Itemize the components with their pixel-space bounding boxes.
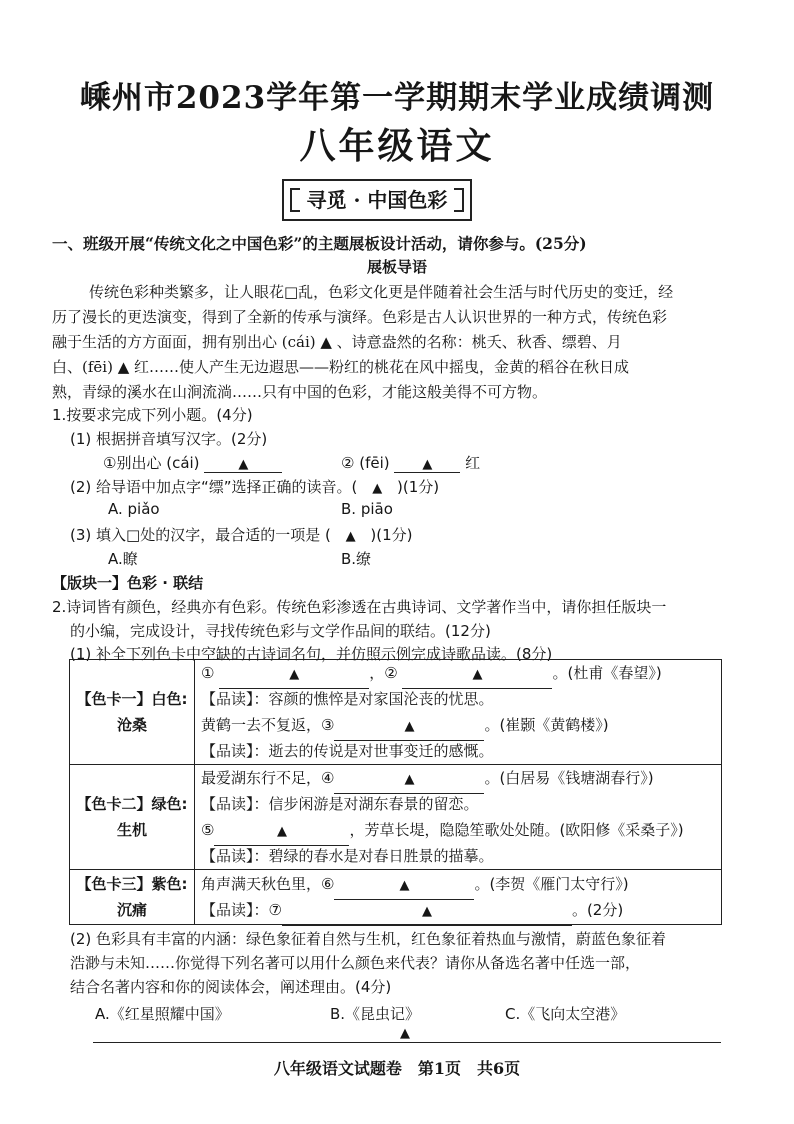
card2-body — [195, 765, 722, 870]
triangle-icon: ▲ — [345, 529, 356, 544]
card1-r1-a: ① — [201, 664, 215, 682]
guide-line-5: 熟，青绿的溪水在山涧流淌……只有中国的色彩，才能这般美得不可方物。 — [52, 383, 548, 401]
q1-sub3 — [70, 524, 412, 545]
triangle-icon: ▲ — [404, 719, 415, 734]
theme-banner — [282, 179, 472, 221]
book-option-c[interactable]: C.《飞向太空港》 — [505, 1005, 626, 1023]
card2-line-1 — [201, 765, 715, 791]
color-card-3 — [70, 870, 722, 925]
card1-body — [195, 660, 722, 765]
triangle-icon: ▲ — [422, 457, 433, 472]
q1-sub3-tail: )(1分) — [370, 526, 413, 544]
triangle-icon: ▲ — [399, 878, 410, 893]
answer-triangle-icon: ▲ — [400, 1026, 410, 1041]
card2-r3-a: ⑤ — [201, 821, 215, 839]
banner-text: 寻觅 · 中国色彩 — [306, 188, 448, 212]
guide-line-1: 传统色彩种类繁多，让人眼花□乱，色彩文化更是伴随着社会生活与时代历史的变迁，经 — [89, 283, 674, 301]
card3-body — [195, 870, 722, 925]
poem-blank-6[interactable] — [334, 871, 474, 900]
card1-r3-c: 。(崔颢《黄鹤楼》) — [484, 716, 609, 734]
guide-line-3: 融于生活的方方面面，拥有别出心 (cái) ▲ 、诗意盎然的名称：桃夭、秋香、缥碧、月 — [52, 333, 622, 351]
q1-sub3-option-a[interactable]: A.瞭 — [108, 550, 138, 568]
card2-r3-c: ，芳草长堤，隐隐笙歌处处随。(欧阳修《采桑子》) — [349, 821, 684, 839]
color-card-table — [69, 659, 722, 925]
card1-line-1 — [201, 660, 715, 686]
card1-r3-a: 黄鹤一去不复返，③ — [201, 716, 335, 734]
q1-sub1: (1) 根据拼音填写汉字。(2分) — [70, 430, 268, 448]
guide-title: 展板导语 — [366, 258, 427, 276]
q1-sub2 — [70, 476, 439, 497]
exam-subtitle: 八年级语文 — [299, 125, 495, 167]
card1-label-color: 【色卡一】白色: — [76, 690, 188, 708]
q1-sub1-b — [341, 452, 480, 473]
guide-line-4: 白、(fēi) ▲ 红……使人产生无边遐思——粉红的桃花在风中摇曳，金黄的稻谷在秋日成 — [52, 358, 630, 376]
card2-label-color: 【色卡二】绿色: — [76, 795, 188, 813]
answer-blank-2[interactable] — [394, 454, 460, 473]
card1-r1-b: ，② — [369, 664, 398, 682]
card1-label-theme: 沧桑 — [116, 716, 147, 734]
triangle-icon: ▲ — [404, 772, 415, 787]
card3-line-2 — [201, 897, 715, 923]
card3-label — [70, 870, 195, 925]
book-option-b[interactable]: B.《昆虫记》 — [330, 1005, 421, 1023]
q2-sub1: (1) 补全下列色卡中空缺的古诗词名句，并仿照示例完成诗歌品读。(8分) — [70, 645, 553, 663]
card1-r1-c: 。(杜甫《春望》) — [552, 664, 662, 682]
q1-sub2-option-b[interactable]: B. piāo — [341, 500, 393, 518]
guide-line-2: 历了漫长的更迭演变，得到了全新的传承与演绎。色彩是古人认识世界的一种方式，传统色彩 — [52, 308, 668, 326]
card2-line-3 — [201, 817, 715, 843]
q1-stem: 1.按要求完成下列小题。(4分) — [52, 406, 253, 424]
triangle-icon: ▲ — [289, 667, 300, 682]
section1-heading: 一、班级开展“传统文化之中国色彩”的主题展板设计活动，请你参与。(25分) — [52, 234, 587, 253]
triangle-icon: ▲ — [472, 667, 483, 682]
card2-r1-c: 。(白居易《钱塘湖春行》) — [484, 769, 654, 787]
exam-title: 嵊州市2023学年第一学期期末学业成绩调测 — [79, 80, 715, 116]
q2-stem-line-2: 的小编，完成设计，寻找传统色彩与文学作品间的联结。(12分) — [70, 622, 491, 640]
q1-sub2-tail: )(1分) — [396, 478, 440, 496]
color-card-1 — [70, 660, 722, 765]
q1-sub1-a — [103, 452, 282, 473]
poem-blank-4[interactable] — [334, 765, 484, 794]
page-footer: 八年级语文试题卷 第1页 共6页 — [273, 1059, 521, 1078]
card2-label-theme: 生机 — [116, 821, 147, 839]
card1-label — [70, 660, 195, 765]
poem-blank-1[interactable] — [219, 660, 369, 689]
card1-line-3 — [201, 712, 715, 738]
card1-reading-1: 【品读】：容颜的憔悴是对家国沦丧的忧思。 — [201, 690, 494, 708]
card2-label — [70, 765, 195, 870]
q1-sub1-a-text: ①别出心 (cái) — [103, 454, 200, 472]
poem-blank-2[interactable] — [402, 660, 552, 689]
q1-sub2-text: (2) 给导语中加点字“缥”选择正确的读音。( — [70, 478, 358, 496]
book-option-a[interactable]: A.《红星照耀中国》 — [95, 1005, 230, 1023]
card2-reading-1: 【品读】：信步闲游是对湖东春景的留恋。 — [201, 795, 479, 813]
q2-sub2-line-3: 结合名著内容和你的阅读体会，阐述理由。(4分) — [70, 978, 392, 996]
q1-sub1-b-text: ② (fēi) — [341, 454, 390, 472]
q1-sub3-option-b[interactable]: B.缭 — [341, 550, 372, 568]
poem-blank-3[interactable] — [334, 712, 484, 741]
q2-sub2-line-2: 浩渺与未知……你觉得下列名著可以用什么颜色来代表？请你从备选名著中任选一部， — [70, 954, 641, 972]
poem-blank-5[interactable] — [214, 817, 349, 846]
triangle-icon: ▲ — [421, 904, 432, 919]
q1-sub2-option-a[interactable]: A. piǎo — [108, 500, 160, 518]
card3-line-1 — [201, 871, 715, 897]
card3-r2-c: 。(2分) — [571, 901, 624, 919]
block1-heading: 【版块一】色彩 · 联结 — [52, 574, 204, 592]
card3-label-color: 【色卡三】紫色: — [76, 875, 188, 893]
card2-reading-2: 【品读】：碧绿的春水是对春日胜景的描摹。 — [201, 847, 494, 865]
answer-line[interactable] — [93, 1042, 721, 1043]
card3-r2-a: 【品读】：⑦ — [201, 901, 282, 919]
q2-stem-line-1: 2.诗词皆有颜色，经典亦有色彩。传统色彩渗透在古典诗词、文学著作当中，请你担任版块一 — [52, 598, 667, 616]
card3-r1-c: 。(李贺《雁门太守行》) — [474, 875, 629, 893]
card1-reading-2: 【品读】：逝去的传说是对世事变迁的感慨。 — [201, 742, 494, 760]
q1-sub3-text: (3) 填入□处的汉字，最合适的一项是 ( — [70, 526, 331, 544]
card3-r1-a: 角声满天秋色里，⑥ — [201, 875, 335, 893]
color-card-2 — [70, 765, 722, 870]
triangle-icon: ▲ — [276, 824, 287, 839]
reading-blank-7[interactable] — [282, 897, 572, 926]
q2-sub2-line-1: (2) 色彩具有丰富的内涵：绿色象征着自然与生机，红色象征着热血与激情，蔚蓝色象征着 — [70, 930, 667, 948]
triangle-icon: ▲ — [372, 481, 383, 496]
q1-sub1-b-tail: 红 — [465, 454, 481, 472]
answer-blank-1[interactable] — [204, 454, 282, 473]
card2-r1-a: 最爱湖东行不足，④ — [201, 769, 335, 787]
card3-label-theme: 沉痛 — [116, 901, 147, 919]
triangle-icon: ▲ — [238, 457, 249, 472]
